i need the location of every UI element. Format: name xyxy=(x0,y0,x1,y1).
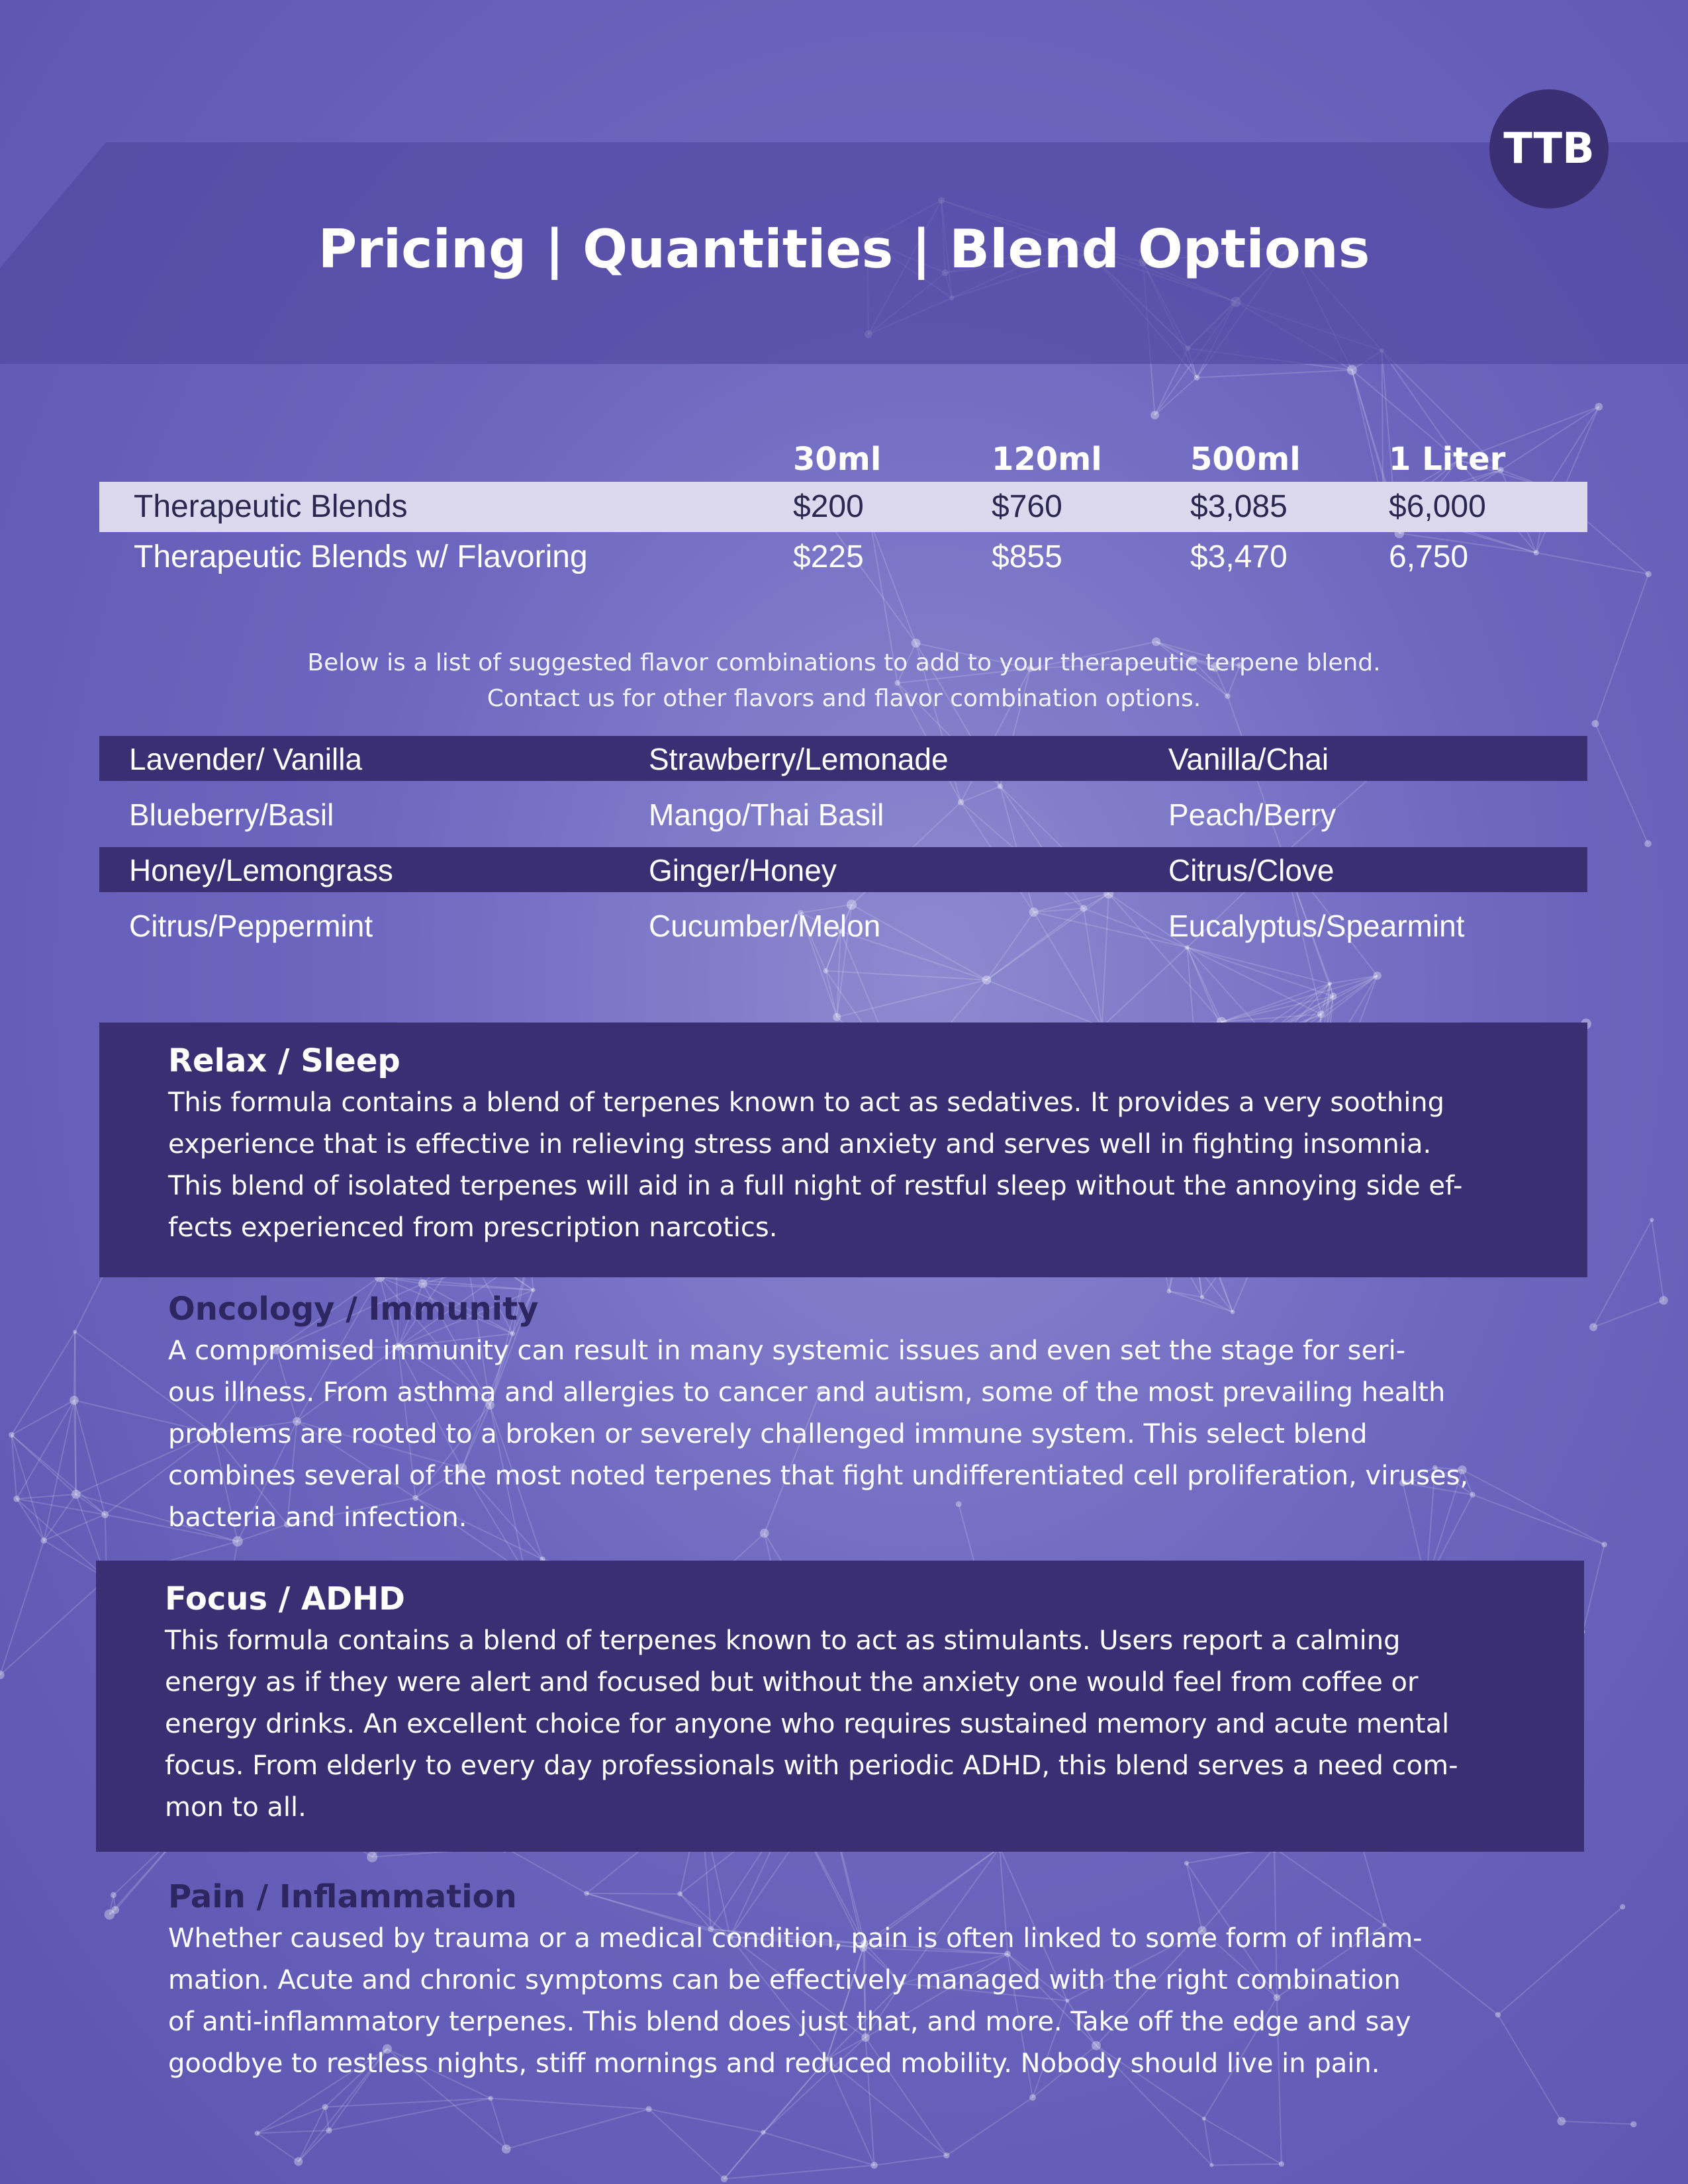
size-header: 120ml xyxy=(992,441,1102,478)
flavor-item: Citrus/Peppermint xyxy=(129,909,373,943)
price-cell: $760 xyxy=(992,489,1062,524)
section-oncology-immunity xyxy=(99,1271,1587,1549)
network-node xyxy=(1591,720,1599,727)
section-line: energy as if they were alert and focused but without the anxiety one would feel from coffee or xyxy=(165,1667,1419,1698)
network-line xyxy=(11,1435,105,1514)
network-line xyxy=(1562,2121,1634,2124)
network-node xyxy=(1589,1323,1597,1331)
network-line xyxy=(1652,1220,1664,1300)
network-node xyxy=(1194,375,1200,381)
price-cell: $3,085 xyxy=(1190,489,1288,524)
price-cell: $3,470 xyxy=(1190,539,1288,574)
pricing-row-with-flavoring xyxy=(99,532,1587,582)
network-node xyxy=(1557,2117,1566,2126)
section-title: Focus / ADHD xyxy=(165,1580,405,1617)
flavor-intro-line: Below is a list of suggested flavor combinations to add to your therapeutic terpene blend. xyxy=(307,649,1381,676)
size-header: 30ml xyxy=(793,441,882,478)
price-cell: $855 xyxy=(992,539,1062,574)
section-line: experience that is effective in relieving stress and anxiety and serves well in fighting insomnia. xyxy=(168,1129,1432,1160)
network-node xyxy=(1209,2163,1213,2167)
network-line xyxy=(1583,1545,1604,1632)
network-node xyxy=(1650,1218,1654,1222)
pricing-header-row xyxy=(99,437,1587,482)
price-cell: $6,000 xyxy=(1389,489,1486,524)
price-cell: 6,750 xyxy=(1389,539,1469,574)
flavor-item: Vanilla/Chai xyxy=(1168,742,1329,776)
section-line: of anti-inflammatory terpenes. This blend does just that, and more. Take off the edge and say xyxy=(168,2007,1411,2037)
flavor-item: Eucalyptus/Spearmint xyxy=(1168,909,1465,943)
flavor-item: Blueberry/Basil xyxy=(129,797,334,832)
section-line: focus. From elderly to every day professionals with periodic ADHD, this blend serves a need com- xyxy=(165,1751,1458,1781)
network-node xyxy=(943,2152,949,2158)
flavor-list xyxy=(99,735,1587,957)
network-node xyxy=(255,2130,260,2136)
section-line: This blend of isolated terpenes will aid in a full night of restful sleep without the annoying side ef- xyxy=(168,1171,1463,1201)
flavor-item: Peach/Berry xyxy=(1168,797,1336,832)
flavor-item: Honey/Lemongrass xyxy=(129,853,393,887)
section-pain-inflammation xyxy=(99,1858,1587,2110)
network-node xyxy=(1644,841,1652,848)
network-line xyxy=(506,2109,649,2149)
page-title: Pricing | Quantities | Blend Options xyxy=(318,218,1370,280)
network-node xyxy=(1646,571,1652,577)
network-line xyxy=(17,1499,105,1515)
network-node xyxy=(71,1490,81,1499)
network-node xyxy=(326,2127,332,2133)
flavor-row xyxy=(99,846,1587,901)
network-node xyxy=(73,1330,77,1334)
flavor-intro xyxy=(0,645,1688,717)
network-node xyxy=(1620,1904,1625,1909)
flavor-row xyxy=(99,901,1587,957)
section-title: Oncology / Immunity xyxy=(168,1291,539,1328)
network-node xyxy=(1601,1542,1607,1547)
section-line: mation. Acute and chronic symptoms can be effectively managed with the right combination xyxy=(168,1965,1401,1995)
network-line xyxy=(17,1499,107,1579)
network-node xyxy=(9,1432,15,1438)
section-line: mon to all. xyxy=(165,1792,306,1823)
network-node xyxy=(833,1013,841,1021)
network-line xyxy=(1211,2164,1282,2165)
network-node xyxy=(1328,981,1332,985)
network-node xyxy=(1202,2116,1206,2120)
network-line xyxy=(837,980,986,1017)
pricing-row-therapeutic-blends xyxy=(99,482,1587,532)
network-line xyxy=(1155,378,1197,416)
network-node xyxy=(1373,972,1381,979)
section-title: Relax / Sleep xyxy=(168,1042,400,1079)
network-line xyxy=(1204,2118,1282,2164)
network-line xyxy=(1221,983,1330,1022)
price-cell: $225 xyxy=(793,539,864,574)
pricing-table xyxy=(99,437,1587,582)
network-line xyxy=(299,2130,329,2161)
network-node xyxy=(70,1396,79,1405)
section-line: This formula contains a blend of terpenes known to act as stimulants. Users report a calming xyxy=(165,1625,1401,1656)
network-line xyxy=(11,1332,75,1435)
flavor-row xyxy=(99,790,1587,846)
network-node xyxy=(870,2161,878,2169)
section-line: problems are rooted to a broken or severely challenged immune system. This select blend xyxy=(168,1419,1368,1449)
brand-badge: TTB xyxy=(1489,89,1609,208)
network-line xyxy=(257,2133,298,2161)
network-node xyxy=(1660,1296,1668,1304)
section-line: combines several of the most noted terpenes that fight undifferentiated cell proliferation, viruses, xyxy=(168,1461,1469,1491)
network-line xyxy=(763,2132,874,2165)
network-line xyxy=(724,2165,874,2179)
section-focus-adhd xyxy=(96,1561,1584,1852)
flavor-intro-line: Contact us for other flavors and flavor combination options. xyxy=(487,685,1201,712)
network-node xyxy=(1347,365,1357,375)
network-node xyxy=(1150,411,1159,420)
network-line xyxy=(1595,723,1648,843)
section-line: This formula contains a blend of terpenes known to act as sedatives. It provides a very soothing xyxy=(168,1087,1445,1118)
price-cell: $200 xyxy=(793,489,864,524)
section-line: A compromised immunity can result in many systemic issues and even set the stage for seri- xyxy=(168,1336,1406,1366)
network-line xyxy=(1593,1220,1652,1327)
network-node xyxy=(1279,2161,1284,2167)
network-node xyxy=(41,1537,47,1543)
network-line xyxy=(986,980,1102,1027)
section-line: ous illness. From asthma and allergies to cancer and autism, some of the most prevailing health xyxy=(168,1377,1446,1408)
network-line xyxy=(1102,948,1188,1027)
size-header: 500ml xyxy=(1190,441,1301,478)
network-line xyxy=(17,1494,76,1499)
section-line: bacteria and infection. xyxy=(168,1502,467,1533)
section-relax-sleep xyxy=(99,1023,1587,1277)
network-line xyxy=(257,2130,329,2133)
network-line xyxy=(874,2156,947,2165)
network-line xyxy=(649,2109,763,2132)
section-title: Pain / Inflammation xyxy=(168,1878,517,1915)
network-line xyxy=(11,1435,44,1541)
size-header: 1 Liter xyxy=(1389,441,1506,478)
section-line: fects experienced from prescription narcotics. xyxy=(168,1212,778,1243)
flavor-item: Citrus/Clove xyxy=(1168,853,1335,887)
flavor-item: Ginger/Honey xyxy=(649,853,837,887)
network-line xyxy=(649,2109,724,2179)
product-name: Therapeutic Blends xyxy=(134,489,408,524)
network-line xyxy=(1593,1300,1664,1327)
network-node xyxy=(1595,403,1603,411)
network-node xyxy=(823,968,829,974)
flavor-item: Cucumber/Melon xyxy=(649,909,881,943)
section-line: goodbye to restless nights, stiff mornings and reduced mobility. Nobody should live in pain. xyxy=(168,2048,1380,2079)
network-node xyxy=(1630,2121,1636,2127)
flavor-item: Mango/Thai Basil xyxy=(649,797,884,832)
network-node xyxy=(294,2158,303,2166)
flavor-row xyxy=(99,735,1587,790)
network-node xyxy=(502,2144,511,2154)
network-line xyxy=(1197,370,1352,377)
section-line: energy drinks. An excellent choice for anyone who requires sustained memory and acute mental xyxy=(165,1709,1450,1739)
section-line: Whether caused by trauma or a medical condition, pain is often linked to some form of inflam- xyxy=(168,1923,1423,1954)
product-name: Therapeutic Blends w/ Flavoring xyxy=(134,539,588,574)
network-node xyxy=(982,976,992,985)
network-node xyxy=(721,2175,727,2182)
network-node xyxy=(13,1496,20,1502)
flavor-item: Strawberry/Lemonade xyxy=(649,742,949,776)
flavor-item: Lavender/ Vanilla xyxy=(129,742,363,776)
